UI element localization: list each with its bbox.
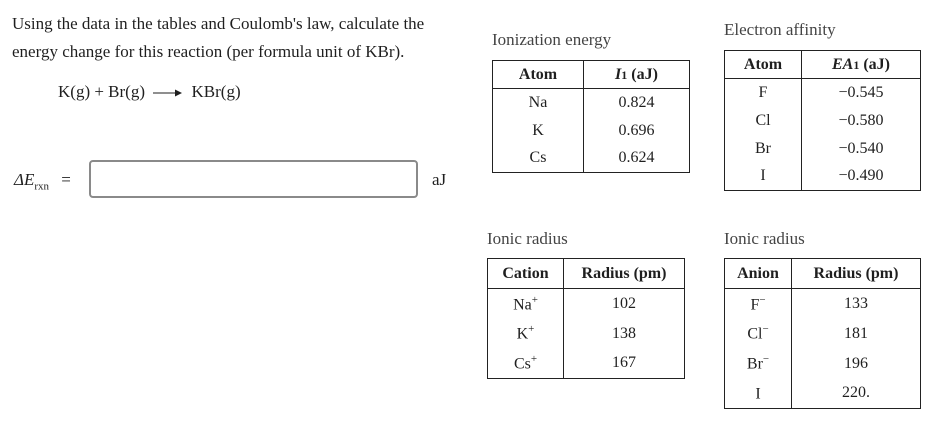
ionization-table	[492, 60, 690, 173]
cation-radius-title: Ionic radius	[487, 229, 568, 248]
table-cell: 181	[792, 319, 921, 349]
question-line-1: Using the data in the tables and Coulomb's law, calculate the	[12, 14, 425, 33]
reaction-arrow-icon	[153, 88, 183, 98]
anion-radius-header: Radius (pm)	[792, 259, 921, 289]
reaction-equation	[58, 82, 241, 102]
ionization-title: Ionization energy	[492, 30, 612, 49]
table-cell: −0.545	[802, 79, 921, 107]
table-cell: Br−	[725, 349, 792, 379]
affinity-header-ea: EA1 (aJ)	[802, 51, 921, 79]
ionization-header-energy: I1 (aJ)	[584, 61, 690, 89]
cation-radius-table	[487, 258, 685, 379]
delta-e-symbol: ΔE	[14, 170, 35, 189]
affinity-table	[724, 50, 921, 191]
anion-radius-title: Ionic radius	[724, 229, 805, 248]
table-cell: 167	[564, 349, 685, 379]
table-cell: F−	[725, 289, 792, 319]
table-cell: 196	[792, 349, 921, 379]
anion-radius-table	[724, 258, 921, 409]
delta-e-label	[14, 170, 71, 192]
table-cell: K+	[488, 319, 564, 349]
affinity-title: Electron affinity	[724, 20, 836, 39]
reaction-product: KBr(g)	[191, 82, 241, 101]
table-cell: 0.824	[584, 89, 690, 117]
table-cell: 138	[564, 319, 685, 349]
table-cell: −0.580	[802, 107, 921, 135]
table-cell: 0.624	[584, 145, 690, 173]
table-cell: K	[493, 117, 584, 145]
question-line-2: energy change for this reaction (per formula unit of KBr).	[12, 42, 405, 61]
table-cell: I	[725, 163, 802, 191]
table-cell: 0.696	[584, 117, 690, 145]
equals-sign: =	[61, 170, 71, 189]
table-cell: Cs+	[488, 349, 564, 379]
table-cell: Cl	[725, 107, 802, 135]
table-cell: 220.	[792, 379, 921, 409]
table-cell: 102	[564, 289, 685, 319]
table-cell: −0.540	[802, 135, 921, 163]
cation-radius-header: Radius (pm)	[564, 259, 685, 289]
table-cell: I	[725, 379, 792, 409]
question-text	[12, 10, 462, 66]
table-cell: F	[725, 79, 802, 107]
table-cell: Cl−	[725, 319, 792, 349]
answer-input[interactable]	[89, 160, 418, 198]
table-cell: Cs	[493, 145, 584, 173]
table-cell: Na	[493, 89, 584, 117]
delta-e-subscript: rxn	[34, 180, 50, 193]
table-cell: −0.490	[802, 163, 921, 191]
table-cell: Na+	[488, 289, 564, 319]
affinity-header-atom: Atom	[725, 51, 802, 79]
anion-header: Anion	[725, 259, 792, 289]
answer-unit: aJ	[432, 170, 447, 189]
table-cell: Br	[725, 135, 802, 163]
cation-header: Cation	[488, 259, 564, 289]
table-cell: 133	[792, 289, 921, 319]
reaction-reactants: K(g) + Br(g)	[58, 82, 146, 101]
ionization-header-atom: Atom	[493, 61, 584, 89]
